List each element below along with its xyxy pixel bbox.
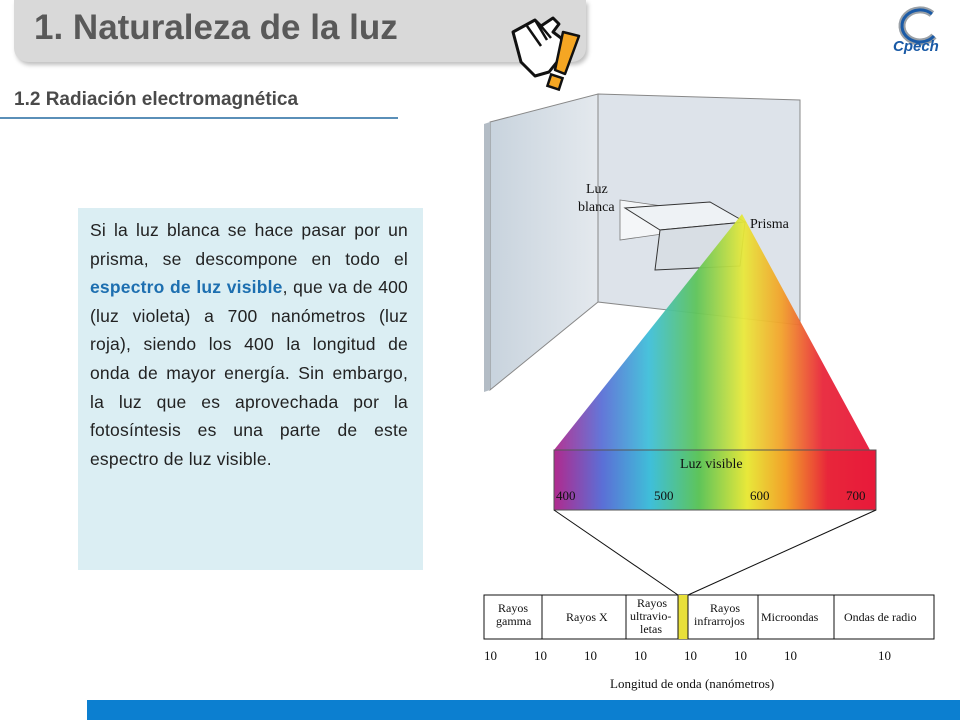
scale-labels [484, 648, 891, 663]
band-radio: Ondas de radio [844, 610, 917, 624]
visible-tick-500: 500 [654, 488, 674, 503]
section-subtitle: 1.2 Radiación electromagnética [14, 89, 299, 110]
band-uv-2: ultravio- [630, 609, 672, 623]
description-part1: Si la luz blanca se hace pasar por un prisma, se descompone en todo el [90, 220, 408, 269]
visible-tick-600: 600 [750, 488, 770, 503]
scale-label: 10 [734, 648, 747, 663]
description-text [90, 216, 408, 473]
bottom-bar [87, 700, 960, 720]
scale-label: 10 [584, 648, 597, 663]
description-box [78, 208, 423, 570]
title-banner [14, 0, 586, 62]
band-xray: Rayos X [566, 610, 608, 624]
cpech-logo-icon [888, 4, 954, 68]
scale-label: 10 [484, 648, 497, 663]
band-ir-1: Rayos [710, 601, 740, 615]
axis-label: Longitud de onda (nanómetros) [610, 676, 775, 691]
connector-right [688, 510, 876, 595]
white-light-label-2: blanca [578, 200, 615, 215]
spectrum-figure [470, 90, 960, 700]
band-uv-1: Rayos [637, 596, 667, 610]
band-gamma-2: gamma [496, 614, 532, 628]
prism-label: Prisma [750, 217, 789, 232]
visible-tick-400: 400 [556, 488, 576, 503]
scale-label: 10 [534, 648, 547, 663]
subtitle-underline [0, 117, 398, 119]
page-title: 1. Naturaleza de la luz [34, 8, 398, 47]
white-light-label-1: Luz [586, 182, 608, 197]
description-part2: , que va de 400 (luz violeta) a 700 nanómetros (luz roja), siendo los 400 la longitud de onda de mayor energía. Sin embargo, la luz que es aprovechada por la fotosíntesis es una parte de este espectro de luz visible. [90, 277, 408, 469]
connector-left [554, 510, 678, 595]
scale-label: 10 [878, 648, 891, 663]
scale-label: 10 [784, 648, 797, 663]
band-gamma-1: Rayos [498, 601, 528, 615]
logo-text: Cpech [893, 38, 939, 55]
band-ir-2: infrarrojos [694, 614, 745, 628]
pointing-hand-icon [505, 10, 587, 94]
band-uv-3: letas [640, 622, 662, 636]
scale-label: 10 [634, 648, 647, 663]
visible-light-label: Luz visible [680, 457, 743, 472]
visible-tick-700: 700 [846, 488, 866, 503]
description-highlight: espectro de luz visible [90, 277, 283, 298]
band-microwave: Microondas [761, 610, 819, 624]
scale-label: 10 [684, 648, 697, 663]
